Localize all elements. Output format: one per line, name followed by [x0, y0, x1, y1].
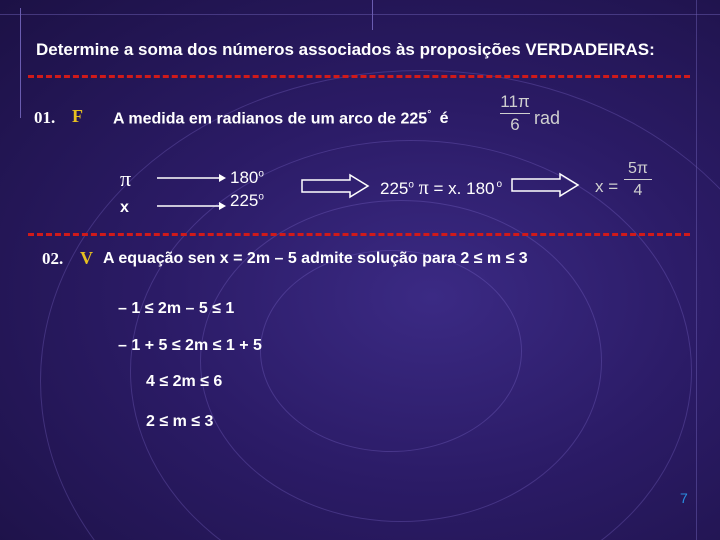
frame-line [20, 8, 21, 118]
item1-statement: A medida em radianos de um arco de 225° é [113, 109, 449, 128]
divider-dashed [28, 75, 690, 78]
rule-right-bottom: 225$^o$ [230, 191, 264, 210]
item2-statement: A equação sen x = 2m – 5 admite solução para 2 ≤ m ≤ 3 [103, 250, 528, 267]
solution-step: – 1 ≤ 2m – 5 ≤ 1 [118, 300, 235, 317]
rule-left-bottom: x [120, 199, 129, 216]
result-denominator: 4 [633, 182, 643, 199]
frame-line [696, 0, 697, 540]
item1-answer-unit: rad [534, 108, 561, 128]
result-variable: x = [595, 177, 619, 196]
item1-verdict: F [72, 106, 83, 126]
item2-verdict: V [80, 248, 93, 268]
solution-step: 2 ≤ m ≤ 3 [146, 413, 214, 430]
rule-left-top: π [120, 166, 132, 191]
item1-answer-numerator: 11π [500, 92, 530, 111]
item1-answer-fraction [500, 92, 530, 135]
rule-right-top: 180$^o$ [230, 168, 264, 187]
item2-number: 02. [42, 249, 64, 268]
implies-arrow-icon [300, 173, 372, 199]
item1-answer-denominator: 6 [510, 115, 520, 134]
result-fraction [624, 160, 652, 200]
frame-line [0, 14, 720, 15]
item1-number: 01. [34, 108, 56, 127]
rule-arrows [155, 168, 227, 218]
equation: 225$^o$ π = x. 180 $^o$ [380, 177, 503, 199]
result-numerator: 5π [628, 160, 648, 177]
implies-arrow-icon [510, 172, 582, 198]
slide-title: Determine a soma dos números associados às proposições VERDADEIRAS: [36, 40, 655, 59]
page-number: 7 [680, 490, 688, 506]
solution-step: 4 ≤ 2m ≤ 6 [146, 373, 223, 390]
solution-step: – 1 + 5 ≤ 2m ≤ 1 + 5 [118, 337, 262, 354]
frame-line [372, 0, 373, 30]
divider-dashed [28, 233, 690, 236]
